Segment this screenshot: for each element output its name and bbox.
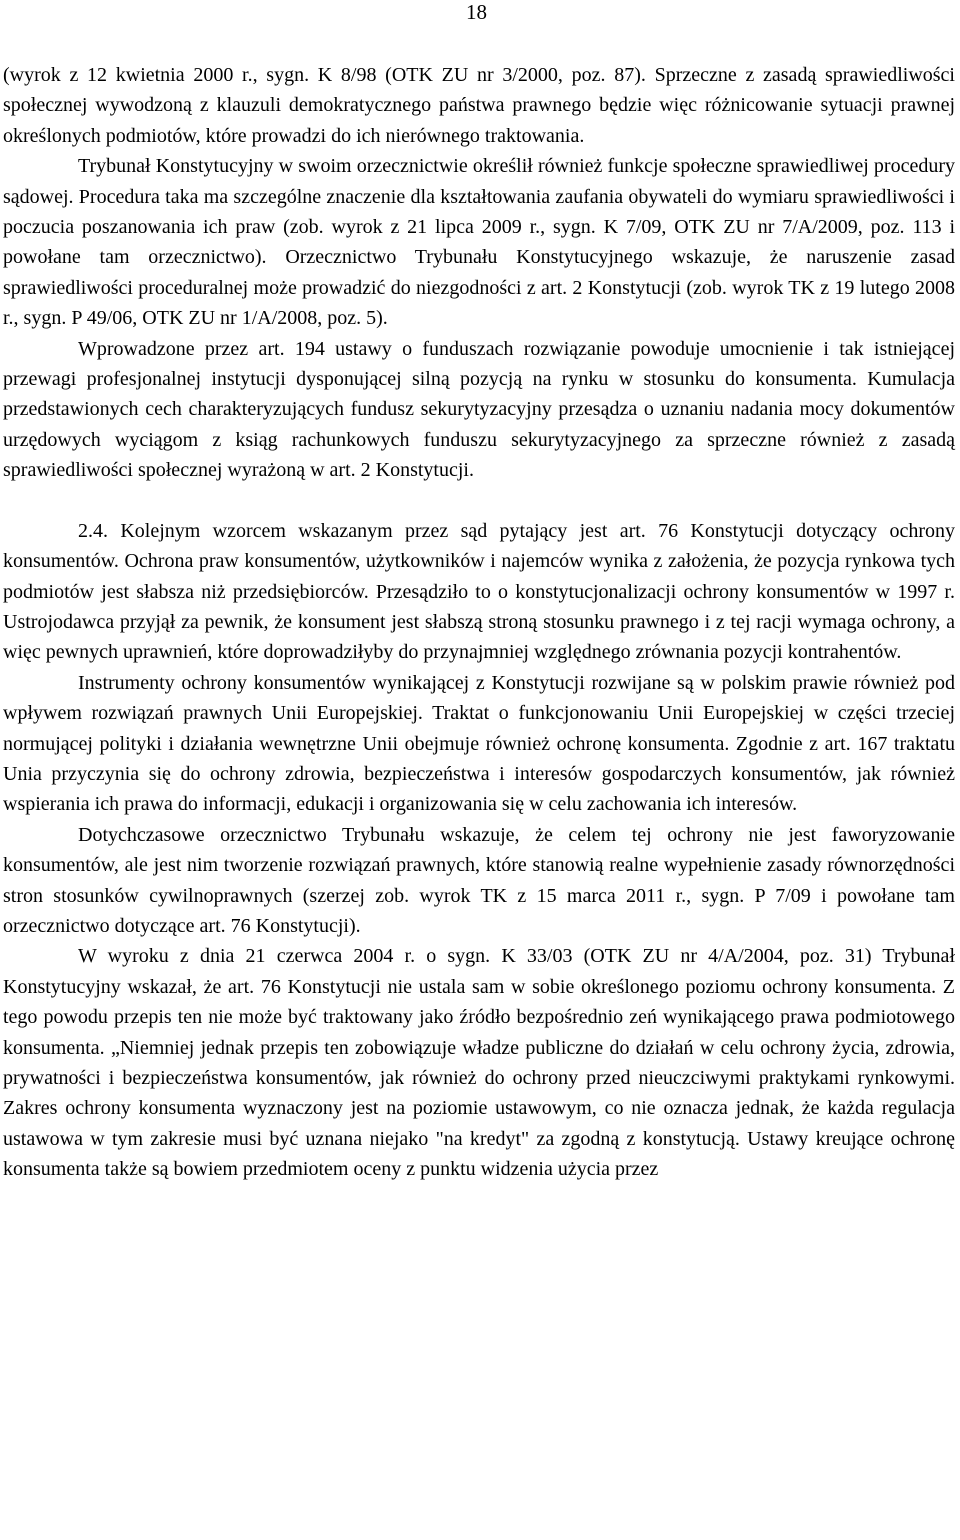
document-body xyxy=(3,60,955,1185)
paragraph: W wyroku z dnia 21 czerwca 2004 r. o sygn. K 33/03 (OTK ZU nr 4/A/2004, poz. 31) Trybunał Konstytucyjny wskazał, że art. 76 Konstytucji nie ustala sam w sobie określonego poziomu ochrony konsumenta. Z tego powodu przepis ten nie może być traktowany jako źródło bezpośrednio zeń wynikającego prawa podmiotowego konsumenta. „Niemniej jednak przepis ten zobowiązuje władze publiczne do działań w celu ochrony życia, zdrowia, prywatności i bezpieczeństwa konsumentów, jak również do ochrony przed nieuczciwymi praktykami rynkowymi. Zakres ochrony konsumenta wyznaczony jest na poziomie ustawowym, co nie oznacza jednak, że każda regulacja ustawowa w tym zakresie musi być uznana niejako "na kredyt" za zgodną z konstytucją. Ustawy kreujące ochronę konsumenta także są bowiem przedmiotem oceny z punktu widzenia użycia przez xyxy=(3,945,955,1181)
paragraph: Instrumenty ochrony konsumentów wynikającej z Konstytucji rozwijane są w polskim prawie również pod wpływem rozwiązań prawnych Unii Europejskiej. Traktat o funkcjonowaniu Unii Europejskiej w części trzeciej normującej polityki i działania wewnętrzne Unii obejmuje również ochronę konsumenta. Zgodnie z art. 167 traktatu Unia przyczynia się do ochrony zdrowia, bezpieczeństwa i interesów gospodarczych konsumentów, jak również wspierania ich prawa do informacji, edukacji i organizowania się w celu zachowania ich interesów. xyxy=(3,671,955,816)
paragraph: (wyrok z 12 kwietnia 2000 r., sygn. K 8/98 (OTK ZU nr 3/2000, poz. 87). Sprzeczne z zasadą sprawiedliwości społecznej wywodzoną z klauzuli demokratycznego państwa prawnego będzie więc różnicowanie sytuacji prawnej określonych podmiotów, które prowadzi do ich nierównego traktowania. xyxy=(3,64,955,147)
page-number: 18 xyxy=(466,0,487,24)
paragraph: Wprowadzone przez art. 194 ustawy o funduszach rozwiązanie powoduje umocnienie i tak istniejącej przewagi profesjonalnej instytucji dysponującej silną pozycją na rynku w stosunku do konsumenta. Kumulacja przedstawionych cech charakteryzujących fundusz sekurytyzacyjny przesądza o uznaniu nadania mocy dokumentów urzędowych wyciągom z ksiąg rachunkowych funduszu sekurytyzacyjnego za sprzeczne również z zasadą sprawiedliwości społecznej wyrażoną w art. 2 Konstytucji. xyxy=(3,337,955,482)
paragraph: Dotychczasowe orzecznictwo Trybunału wskazuje, że celem tej ochrony nie jest faworyzowanie konsumentów, ale jest nim tworzenie rozwiązań prawnych, które stanowią realne wypełnienie zasady równorzędności stron stosunków cywilnoprawnych (szerzej zob. wyrok TK z 15 marca 2011 r., sygn. P 7/09 i powołane tam orzecznictwo dotyczące art. 76 Konstytucji). xyxy=(3,823,955,937)
paragraph: 2.4. Kolejnym wzorcem wskazanym przez sąd pytający jest art. 76 Konstytucji dotyczący ochrony konsumentów. Ochrona praw konsumentów, użytkowników i najemców wynika z założenia, że pozycja rynkowa tych podmiotów jest słabsza niż przedsiębiorców. Przesądziło to o konstytucjonalizacji ochrony konsumentów w 1997 r. Ustrojodawca przyjął za pewnik, że konsument jest słabszą stroną stosunku prawnego i z tej racji wymaga ochrony, a więc pewnych uprawnień, które doprowadziłyby do przynajmniej względnego zrównania pozycji kontrahentów. xyxy=(3,519,955,664)
paragraph: Trybunał Konstytucyjny w swoim orzecznictwie określił również funkcje społeczne sprawiedliwej procedury sądowej. Procedura taka ma szczególne znaczenie dla kształtowania zaufania obywateli do wymiaru sprawiedliwości i poczucia poszanowania ich praw (zob. wyrok z 21 lipca 2009 r., sygn. K 7/09, OTK ZU nr 7/A/2009, poz. 113 i powołane tam orzecznictwo). Orzecznictwo Trybunału Konstytucyjnego wskazuje, że naruszenie zasad sprawiedliwości proceduralnej może prowadzić do niezgodności z art. 2 Konstytucji (zob. wyrok TK z 19 lutego 2008 r., sygn. P 49/06, OTK ZU nr 1/A/2008, poz. 5). xyxy=(3,155,955,330)
paragraph-gap xyxy=(3,486,955,516)
